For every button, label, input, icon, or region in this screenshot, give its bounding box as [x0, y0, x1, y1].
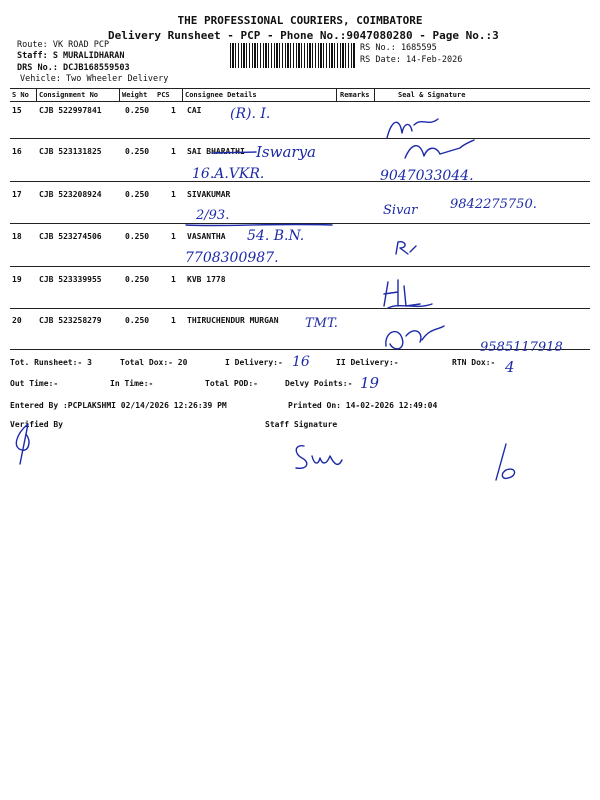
- row-consignee: VASANTHA: [187, 232, 226, 241]
- out-time: Out Time:-: [10, 379, 59, 388]
- col-divider: [374, 88, 375, 102]
- row-consignee: SAI BHARATHI: [187, 147, 245, 156]
- row-consignment: CJB 523274506: [39, 232, 102, 241]
- in-time: In Time:-: [110, 379, 154, 388]
- col-header-sno: S No: [12, 91, 29, 99]
- row-rule: [10, 138, 590, 139]
- row-weight: 0.250: [125, 232, 150, 241]
- row-rule: [10, 308, 590, 309]
- col-divider: [336, 88, 337, 102]
- delivery-points-value: 19: [360, 374, 380, 392]
- col-divider: [182, 88, 183, 102]
- staff-signature-label: Staff Signature: [265, 420, 338, 429]
- row-pcs: 1: [171, 106, 176, 115]
- row-consignee: KVB 1778: [187, 275, 226, 284]
- col-header-weight: Weight: [122, 91, 148, 99]
- verified-by: Verified By: [10, 420, 63, 429]
- total-runsheet: Tot. Runsheet:- 3: [10, 358, 92, 367]
- rtn-dox-value: 4: [505, 358, 515, 376]
- row-consignee: THIRUCHENDUR MURGAN: [187, 316, 279, 325]
- rs-number: RS No.: 1685595: [360, 43, 437, 53]
- signature-scribble: [380, 276, 440, 312]
- row-consignment: CJB 522997841: [39, 106, 102, 115]
- rtn-dox-label: RTN Dox:-: [452, 358, 496, 367]
- signature-scribble: [392, 238, 422, 258]
- row-pcs: 1: [171, 232, 176, 241]
- row-consignee: SIVAKUMAR: [187, 190, 231, 199]
- handwritten-note: 16.A.VKR.: [192, 166, 265, 182]
- i-delivery-label: I Delivery:-: [225, 358, 283, 367]
- signature-scribble: [380, 320, 450, 356]
- row-consignment: CJB 523208924: [39, 190, 102, 199]
- row-consignment: CJB 523258279: [39, 316, 102, 325]
- handwritten-note: Iswarya: [256, 143, 316, 161]
- row-sno: 16: [12, 147, 22, 156]
- row-pcs: 1: [171, 275, 176, 284]
- row-pcs: 1: [171, 147, 176, 156]
- row-consignment: CJB 523131825: [39, 147, 102, 156]
- row-weight: 0.250: [125, 316, 150, 325]
- ii-delivery-label: II Delivery:-: [336, 358, 399, 367]
- handwritten-note: Sivar: [383, 203, 418, 218]
- row-sno: 18: [12, 232, 22, 241]
- col-header-consignment: Consignment No: [39, 91, 99, 99]
- row-consignee: CAI: [187, 106, 202, 115]
- entered-by: Entered By :PCPLAKSHMI 02/14/2026 12:26:39 PM: [10, 401, 227, 410]
- handwritten-note: 2/93.: [196, 208, 230, 223]
- row-sno: 15: [12, 106, 22, 115]
- staff-label: Staff: S MURALIDHARAN: [17, 51, 125, 61]
- row-weight: 0.250: [125, 275, 150, 284]
- barcode: [230, 43, 355, 68]
- vehicle-label: Vehicle: Two Wheeler Delivery: [20, 74, 169, 84]
- row-sno: 19: [12, 275, 22, 284]
- col-header-signature: Seal & Signature: [398, 91, 466, 99]
- handwritten-note: 9842275750.: [450, 197, 537, 212]
- col-header-pcs: PCS: [157, 91, 170, 99]
- row-rule: [10, 266, 590, 267]
- handwritten-note: TMT.: [305, 316, 338, 331]
- col-divider: [119, 88, 120, 102]
- row-weight: 0.250: [125, 190, 150, 199]
- company-name: THE PROFESSIONAL COURIERS, COIMBATORE: [177, 14, 423, 27]
- stamp-signature: [486, 440, 526, 485]
- handwritten-note: (R). I.: [230, 106, 271, 122]
- row-weight: 0.250: [125, 147, 150, 156]
- total-dox: Total Dox:- 20: [120, 358, 188, 367]
- handwritten-note: 9585117918: [480, 340, 563, 355]
- drs-label: DRS No.: DCJB168559503: [17, 63, 130, 73]
- runsheet-title: Delivery Runsheet - PCP - Phone No.:9047080280 - Page No.:3: [108, 29, 499, 42]
- delivery-points-label: Delvy Points:-: [285, 379, 353, 388]
- i-delivery-value: 16: [292, 354, 310, 370]
- printed-on: Printed On: 14-02-2026 12:49:04: [288, 401, 438, 410]
- col-divider: [36, 88, 37, 102]
- row-sno: 17: [12, 190, 22, 199]
- staff-signature: [288, 438, 348, 478]
- total-pod: Total POD:-: [205, 379, 258, 388]
- row-sno: 20: [12, 316, 22, 325]
- row-rule: [10, 181, 590, 182]
- row-pcs: 1: [171, 316, 176, 325]
- handwritten-note: 9047033044.: [380, 168, 474, 184]
- table-header-rule: [10, 101, 590, 102]
- row-pcs: 1: [171, 190, 176, 199]
- signature-scribble: [400, 138, 480, 168]
- col-header-remarks: Remarks: [340, 91, 370, 99]
- row-weight: 0.250: [125, 106, 150, 115]
- rs-date: RS Date: 14-Feb-2026: [360, 55, 463, 65]
- route-label: Route: VK ROAD PCP: [17, 40, 110, 50]
- handwritten-note: 7708300987.: [185, 250, 279, 266]
- strike-mark: [210, 147, 260, 159]
- handwritten-note: 54. B.N.: [247, 228, 305, 244]
- col-header-consignee: Consignee Details: [185, 91, 257, 99]
- row-consignment: CJB 523339955: [39, 275, 102, 284]
- verifier-signature: [8, 420, 38, 470]
- table-top-rule: [10, 88, 590, 89]
